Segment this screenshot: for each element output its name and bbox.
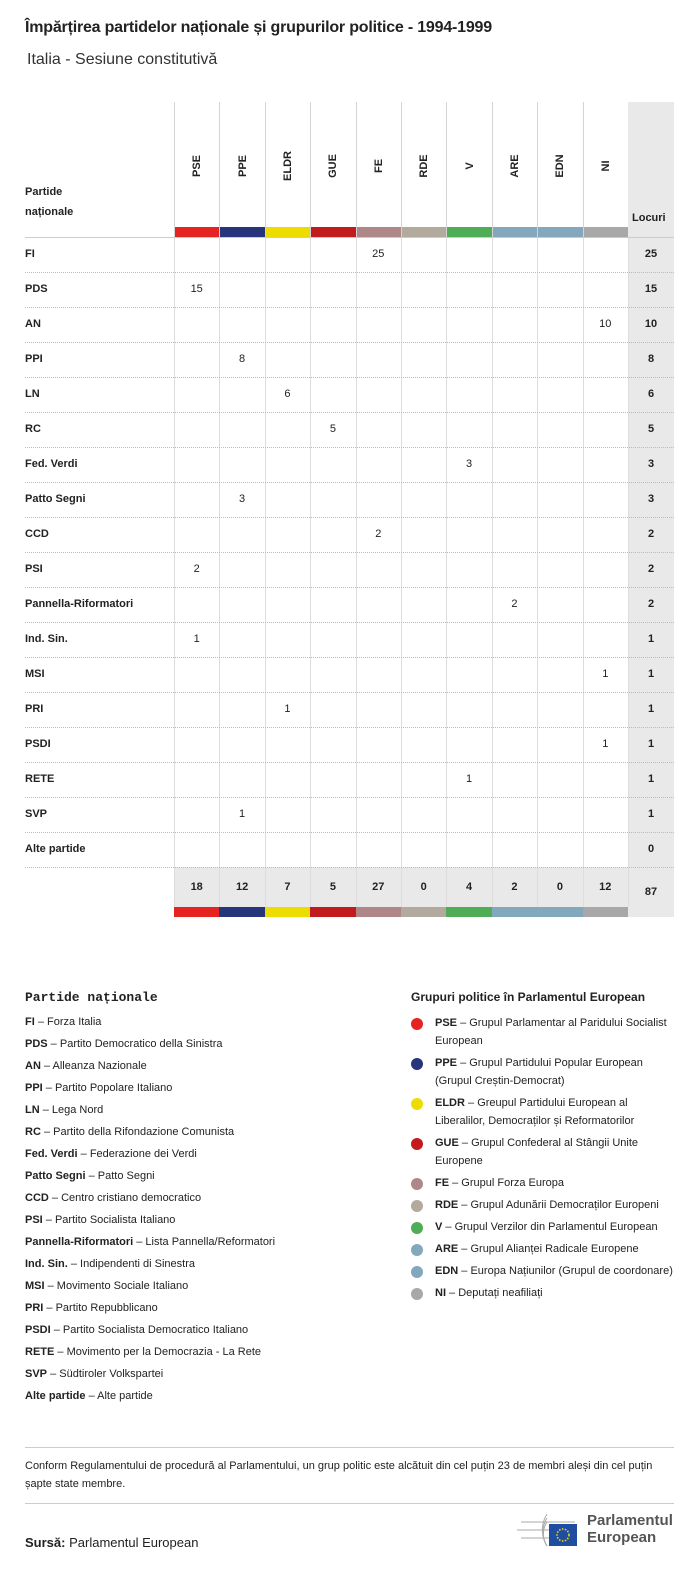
row-divider: [25, 272, 674, 273]
legend-national-title: Partide naționale: [25, 990, 158, 1005]
group-color-dot-icon: [411, 1288, 423, 1300]
party-name: Partito Democratico della Sinistra: [59, 1038, 223, 1050]
party-code: Pannella-Riformatori: [25, 1236, 134, 1248]
legend-group-item: NI – Deputați neafiliați: [411, 1284, 676, 1302]
group-code: GUE: [435, 1137, 459, 1149]
group-code: ELDR: [435, 1097, 465, 1109]
group-name: Grupul Confederal al Stângii Unite Europene: [435, 1137, 639, 1167]
group-color-bar: [220, 227, 264, 237]
seat-cell: 1: [284, 703, 291, 715]
legend-national: [25, 990, 275, 1407]
row-party-name: Patto Segni: [25, 493, 86, 505]
row-total: 8: [647, 353, 655, 365]
group-header-fe: [356, 102, 401, 237]
column-divider: [401, 237, 402, 907]
party-code: MSI: [25, 1280, 45, 1292]
row-divider: [25, 832, 674, 833]
party-name: Partito della Rifondazione Comunista: [53, 1126, 235, 1138]
party-code: LN: [25, 1104, 40, 1116]
legend-group-item: ELDR – Greupul Partidului European al Liberalilor, Democraților și Reformatorilor: [411, 1094, 676, 1130]
group-color-bar-bottom: [401, 907, 446, 917]
legend-national-item: RC – Partito della Rifondazione Comunista: [25, 1126, 235, 1138]
group-code: FE: [435, 1177, 450, 1189]
group-name: Grupul Parlamentar al Paridului Socialist European: [435, 1017, 667, 1047]
legend-groups: [411, 990, 676, 1302]
legend-group-item: GUE – Grupul Confederal al Stângii Unite Europene: [411, 1134, 676, 1170]
party-name: Partito Popolare Italiano: [54, 1082, 173, 1094]
row-divider: [25, 727, 674, 728]
logo-text: Parlamentul European: [587, 1512, 673, 1546]
row-divider: [25, 692, 674, 693]
legend-national-item: Fed. Verdi – Federazione dei Verdi: [25, 1148, 197, 1160]
group-color-dot-icon: [411, 1178, 423, 1190]
group-name: Grupul Alianței Radicale Europene: [470, 1243, 639, 1255]
legend-group-item: PSE – Grupul Parlamentar al Paridului Socialist European: [411, 1014, 676, 1050]
legend-national-item: MSI – Movimento Sociale Italiano: [25, 1280, 189, 1292]
legend-national-item: Patto Segni – Patto Segni: [25, 1170, 155, 1182]
party-name: Partito Socialista Italiano: [54, 1214, 176, 1226]
group-label: V: [463, 162, 476, 170]
source-label: Sursă:: [25, 1535, 66, 1550]
legend-groups-title: Grupuri politice în Parlamentul European: [411, 990, 646, 1004]
group-total: 4: [466, 881, 473, 893]
seat-cell: 3: [239, 493, 246, 505]
row-party-name: PDS: [25, 283, 48, 295]
row-divider: [25, 552, 674, 553]
row-party-name: CCD: [25, 528, 49, 540]
ep-logo: [515, 1510, 675, 1548]
party-name: Lega Nord: [51, 1104, 104, 1116]
row-header: Partide naționale: [25, 186, 74, 218]
row-party-name: PRI: [25, 703, 44, 715]
seat-cell: 3: [466, 458, 473, 470]
group-code: V: [435, 1221, 443, 1233]
group-total: 27: [372, 881, 385, 893]
legend-national-item: CCD – Centro cristiano democratico: [25, 1192, 202, 1204]
legend-group-item: EDN – Europa Națiunilor (Grupul de coordonare): [411, 1262, 676, 1280]
group-color-bar-bottom: [219, 907, 264, 917]
legend-group-item: V – Grupul Verzilor din Parlamentul European: [411, 1218, 676, 1236]
row-total: 1: [647, 703, 655, 715]
group-name: Deputați neafiliați: [458, 1287, 543, 1299]
party-code: PSDI: [25, 1324, 51, 1336]
row-party-name: SVP: [25, 808, 48, 820]
row-party-name: PPI: [25, 353, 43, 365]
legend-national-item: AN – Alleanza Nazionale: [25, 1060, 147, 1072]
row-divider: [25, 622, 674, 623]
row-divider: [25, 447, 674, 448]
group-label: RDE: [418, 154, 431, 178]
group-color-bar: [357, 227, 401, 237]
group-label: PPE: [236, 154, 249, 178]
group-header-ppe: [219, 102, 264, 237]
seat-cell: 10: [599, 318, 612, 330]
legend-national-item: PRI – Partito Repubblicano: [25, 1302, 158, 1314]
row-party-name: AN: [25, 318, 41, 330]
group-header-eldr: [265, 102, 310, 237]
row-total: 5: [647, 423, 655, 435]
seat-cell: 1: [193, 633, 200, 645]
party-name: Centro cristiano democratico: [61, 1192, 202, 1204]
seat-cell: 25: [372, 248, 385, 260]
column-divider: [310, 237, 311, 907]
group-label: GUE: [327, 154, 340, 178]
legend-group-item: FE – Grupul Forza Europa: [411, 1174, 676, 1192]
party-name: Alleanza Nazionale: [52, 1060, 147, 1072]
grand-total: 87: [644, 886, 658, 898]
row-total: 1: [647, 738, 655, 750]
group-total: 0: [556, 881, 563, 893]
group-total: 2: [511, 881, 518, 893]
party-name: Forza Italia: [47, 1016, 102, 1028]
party-code: Patto Segni: [25, 1170, 86, 1182]
group-total: 18: [190, 881, 203, 893]
group-header-gue: [310, 102, 355, 237]
party-name: Movimento Sociale Italiano: [56, 1280, 189, 1292]
note: Conform Regulamentului de procedură al Parlamentului, un grup politic este alcătuit din cel puțin 23 de membri aleși din cel puțin șapte state membre.: [25, 1447, 674, 1504]
legend-national-item: PPI – Partito Popolare Italiano: [25, 1082, 173, 1094]
source: [25, 1535, 198, 1550]
row-party-name: FI: [25, 248, 35, 260]
group-color-dot-icon: [411, 1138, 423, 1150]
group-color-dot-icon: [411, 1018, 423, 1030]
party-name: Lista Pannella/Reformatori: [145, 1236, 276, 1248]
group-name: Europa Națiunilor (Grupul de coordonare): [470, 1265, 673, 1277]
hemicycle-icon: [515, 1510, 585, 1548]
column-divider: [265, 237, 266, 907]
group-label: ELDR: [281, 151, 294, 181]
row-total: 1: [647, 668, 655, 680]
group-code: EDN: [435, 1265, 459, 1277]
group-color-bar: [493, 227, 537, 237]
header-line: [25, 237, 674, 238]
seat-cell: 1: [466, 773, 473, 785]
seat-cell: 2: [511, 598, 518, 610]
group-total: 0: [420, 881, 427, 893]
party-code: RC: [25, 1126, 41, 1138]
group-total: 5: [329, 881, 336, 893]
row-party-name: Ind. Sin.: [25, 633, 68, 645]
group-label: NI: [599, 160, 612, 172]
seat-cell: 1: [602, 668, 609, 680]
legend-group-item: PPE – Grupul Partidului Popular European (Grupul Creștin-Democrat): [411, 1054, 676, 1090]
row-party-name: Fed. Verdi: [25, 458, 78, 470]
party-name: Federazione dei Verdi: [89, 1148, 197, 1160]
group-name: Greupul Partidului European al Liberalilor, Democraților și Reformatorilor: [435, 1097, 635, 1127]
legend-national-item: PSI – Partito Socialista Italiano: [25, 1214, 176, 1226]
row-total: 2: [647, 528, 655, 540]
group-header-pse: [174, 102, 219, 237]
group-total: 12: [235, 881, 249, 893]
group-color-dot-icon: [411, 1058, 423, 1070]
party-code: PDS: [25, 1038, 48, 1050]
row-divider: [25, 517, 674, 518]
row-party-name: LN: [25, 388, 40, 400]
group-code: RDE: [435, 1199, 459, 1211]
group-name: Grupul Adunării Democraților Europeni: [470, 1199, 659, 1211]
group-color-dot-icon: [411, 1200, 423, 1212]
row-total: 3: [647, 458, 655, 470]
column-divider: [446, 237, 447, 907]
legend-group-item: RDE – Grupul Adunării Democraților Europeni: [411, 1196, 676, 1214]
row-total: 0: [647, 843, 655, 855]
page-title: Împărțirea partidelor naționale și grupurilor politice - 1994-1999: [25, 19, 492, 36]
legend-national-item: Pannella-Riformatori – Lista Pannella/Reformatori: [25, 1236, 276, 1248]
party-code: PPI: [25, 1082, 43, 1094]
seat-cell: 1: [602, 738, 609, 750]
group-color-bar-bottom: [446, 907, 491, 917]
group-color-bar: [538, 227, 582, 237]
party-code: PSI: [25, 1214, 43, 1226]
legend-national-item: LN – Lega Nord: [25, 1104, 104, 1116]
row-total: 6: [647, 388, 655, 400]
party-code: Ind. Sin.: [25, 1258, 68, 1270]
column-divider: [537, 237, 538, 907]
seat-cell: 5: [329, 423, 336, 435]
row-party-name: Alte partide: [25, 843, 86, 855]
seat-cell: 2: [375, 528, 382, 540]
legend-national-item: PSDI – Partito Socialista Democratico Italiano: [25, 1324, 249, 1336]
row-total: 1: [647, 633, 655, 645]
group-color-bar-bottom: [583, 907, 628, 917]
row-party-name: PSI: [25, 563, 43, 575]
party-code: RETE: [25, 1346, 55, 1358]
group-header-rde: [401, 102, 446, 237]
seat-cell: 15: [190, 283, 203, 295]
row-total: 10: [644, 318, 658, 330]
party-name: Movimento per la Democrazia - La Rete: [66, 1346, 261, 1358]
group-label: PSE: [191, 154, 204, 178]
column-divider: [356, 237, 357, 907]
row-divider: [25, 797, 674, 798]
row-party-name: RC: [25, 423, 41, 435]
row-total: 15: [644, 283, 658, 295]
legend-group-item: ARE – Grupul Alianței Radicale Europene: [411, 1240, 676, 1258]
row-total: 2: [647, 563, 655, 575]
row-divider: [25, 762, 674, 763]
seat-cell: 2: [193, 563, 200, 575]
group-color-bar-bottom: [492, 907, 537, 917]
party-code: PRI: [25, 1302, 44, 1314]
row-total: 1: [647, 773, 655, 785]
party-name: Patto Segni: [97, 1170, 155, 1182]
group-total: 12: [599, 881, 612, 893]
group-color-bar-bottom: [356, 907, 401, 917]
legend-national-item: PDS – Partito Democratico della Sinistra: [25, 1038, 223, 1050]
group-code: PPE: [435, 1057, 458, 1069]
group-header-are: [492, 102, 537, 237]
group-color-bar-bottom: [174, 907, 219, 917]
group-color-bar: [175, 227, 219, 237]
party-code: SVP: [25, 1368, 48, 1380]
seat-cell: 6: [284, 388, 291, 400]
party-name: Südtiroler Volkspartei: [59, 1368, 164, 1380]
legend-national-item: Ind. Sin. – Indipendenti di Sinestra: [25, 1258, 195, 1270]
seat-cell: 8: [239, 353, 246, 365]
party-code: Fed. Verdi: [25, 1148, 78, 1160]
party-name: Partito Socialista Democratico Italiano: [62, 1324, 249, 1336]
group-total: 7: [284, 881, 291, 893]
group-header-edn: [537, 102, 582, 237]
legend-national-item: SVP – Südtiroler Volkspartei: [25, 1368, 164, 1380]
row-party-name: RETE: [25, 773, 55, 785]
group-color-dot-icon: [411, 1266, 423, 1278]
row-divider: [25, 657, 674, 658]
row-divider: [25, 482, 674, 483]
group-color-bar-bottom: [265, 907, 310, 917]
group-name: Grupul Forza Europa: [461, 1177, 565, 1189]
row-total: 25: [644, 248, 658, 260]
group-label: EDN: [554, 154, 567, 178]
row-total: 2: [647, 598, 655, 610]
group-color-dot-icon: [411, 1244, 423, 1256]
row-total: 3: [647, 493, 655, 505]
group-color-bar: [402, 227, 446, 237]
legend-national-item: Alte partide – Alte partide: [25, 1390, 153, 1402]
group-color-bar-bottom: [537, 907, 582, 917]
party-name: Partito Repubblicano: [55, 1302, 158, 1314]
party-name: Alte partide: [97, 1390, 153, 1402]
group-header-ni: [583, 102, 628, 237]
group-color-bar: [584, 227, 628, 237]
party-code: CCD: [25, 1192, 49, 1204]
row-divider: [25, 342, 674, 343]
row-divider: [25, 307, 674, 308]
row-party-name: MSI: [25, 668, 45, 680]
group-header-v: [446, 102, 491, 237]
group-code: ARE: [435, 1243, 459, 1255]
legend-national-item: RETE – Movimento per la Democrazia - La Rete: [25, 1346, 261, 1358]
source-text: Parlamentul European: [69, 1535, 199, 1550]
group-label: ARE: [508, 154, 521, 178]
party-code: FI: [25, 1016, 35, 1028]
column-divider: [492, 237, 493, 907]
group-color-bar: [447, 227, 491, 237]
row-divider: [25, 867, 674, 868]
group-code: PSE: [435, 1017, 458, 1029]
group-color-bar: [311, 227, 355, 237]
party-code: AN: [25, 1060, 41, 1072]
group-label: FE: [372, 158, 385, 174]
group-code: NI: [435, 1287, 446, 1299]
seat-cell: 1: [239, 808, 246, 820]
row-total: 1: [647, 808, 655, 820]
group-name: Grupul Verzilor din Parlamentul European: [454, 1221, 658, 1233]
row-divider: [25, 377, 674, 378]
row-party-name: Pannella-Riformatori: [25, 598, 134, 610]
group-name: Grupul Partidului Popular European (Grupul Creștin-Democrat): [435, 1057, 643, 1087]
group-color-bar-bottom: [310, 907, 355, 917]
party-name: Indipendenti di Sinestra: [80, 1258, 195, 1270]
row-party-name: PSDI: [25, 738, 51, 750]
group-color-bar: [266, 227, 310, 237]
locuri-header: Locuri: [632, 212, 666, 224]
group-color-dot-icon: [411, 1222, 423, 1234]
party-code: Alte partide: [25, 1390, 86, 1402]
page-subtitle: Italia - Sesiune constitutivă: [27, 51, 218, 68]
group-color-dot-icon: [411, 1098, 423, 1110]
legend-national-item: FI – Forza Italia: [25, 1016, 102, 1028]
